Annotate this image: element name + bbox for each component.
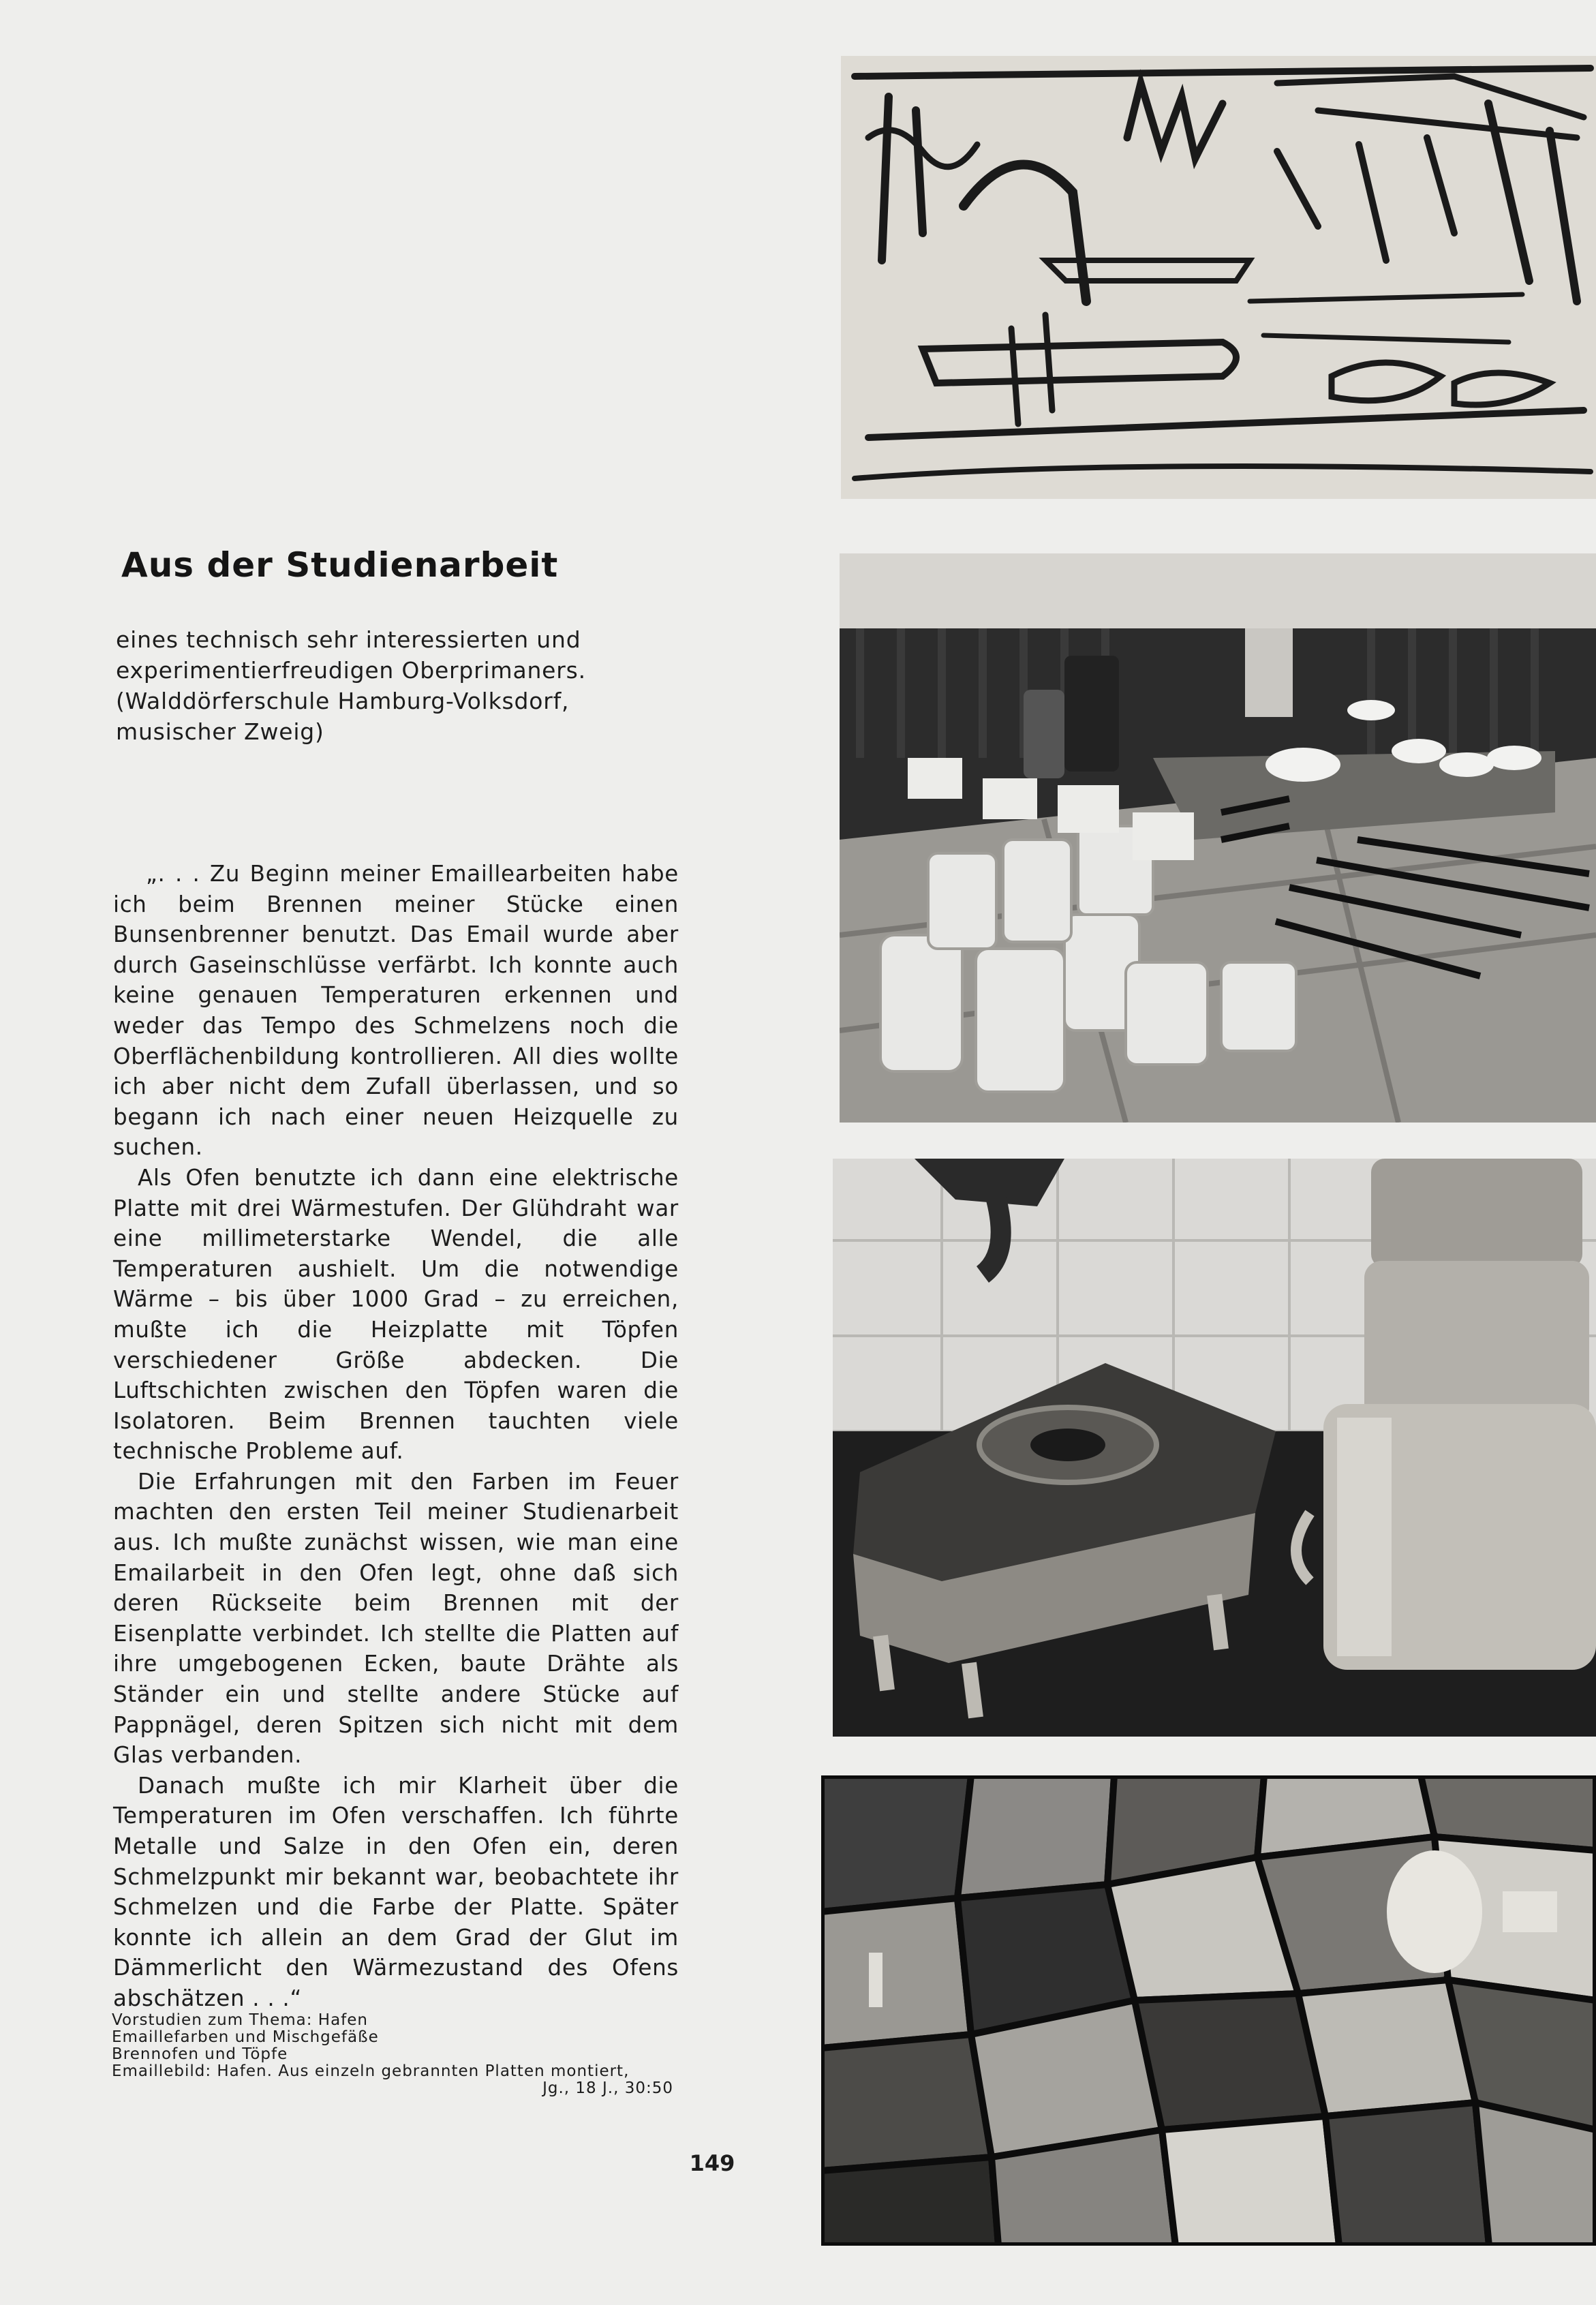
enamel-picture-harbour bbox=[821, 1775, 1596, 2246]
page-number: 149 bbox=[689, 2150, 735, 2176]
article-intro: eines technisch sehr interessierten und experimentierfreudigen Oberprimaners. (Walddörferschule Hamburg-Volksdorf, musischer Zweig) bbox=[116, 626, 586, 745]
kiln-and-pots-photo bbox=[833, 1159, 1596, 1737]
article-body bbox=[113, 859, 679, 2014]
body-paragraph: Danach mußte ich mir Klarheit über die Temperaturen im Ofen verschaffen. Ich führte Metalle und Salze in den Ofen ein, deren Schmelzpunkt mir bekannt war, beobachtete ihr Schmelzen und die Farbe der Platte. Später konnte ich allein an dem Grad der Glut im Dämmerlicht den Wärmezustand des Ofens abschätzen . . .“ bbox=[113, 1772, 679, 2011]
body-paragraph: „. . . Zu Beginn meiner Emaillearbeiten habe ich beim Brennen meiner Stücke einen Bunsenbrenner benutzt. Das Email wurde aber durch Gaseinschlüsse verfärbt. Ich konnte auch keine genauen Temperaturen erkennen und weder das Tempo des Schmelzens noch die Oberflächenbildung kontrollieren. All dies wollte ich aber nicht dem Zufall überlassen, und so begann ich nach einer neuen Heizquelle zu suchen. bbox=[113, 861, 679, 1161]
caption-line: Emaillebild: Hafen. Aus einzeln gebrannten Platten montiert, bbox=[112, 2062, 630, 2080]
body-paragraph: Die Erfahrungen mit den Farben im Feuer machten den ersten Teil meiner Studienarbeit aus. Ich mußte zunächst wissen, wie man eine Emailarbeit in den Ofen legt, ohne daß sich deren Rückseite beim Brennen mit der Eisenplatte verbindet. Ich stellte die Platten auf ihre umgebogenen Ecken, baute Drähte als Ständer ein und stellte andere Stücke auf Pappnägel, deren Spitzen sich nicht mit dem Glas verbanden. bbox=[113, 1468, 679, 1769]
caption-line: Vorstudien zum Thema: Hafen bbox=[112, 2011, 368, 2029]
article-heading: Aus der Studienarbeit bbox=[121, 545, 559, 585]
caption-line: Jg., 18 J., 30:50 bbox=[542, 2079, 673, 2097]
caption-line: Emaillefarben und Mischgefäße bbox=[112, 2028, 379, 2046]
sketch-harbour-image bbox=[841, 56, 1596, 499]
figure-captions bbox=[112, 2012, 673, 2097]
body-paragraph: Als Ofen benutzte ich dann eine elektrische Platte mit drei Wärmestufen. Der Glühdraht war eine millimeterstarke Wendel, die alle Temperaturen aushielt. Um die notwendige Wärme – bis über 1000 Grad – zu erreichen, mußte ich die Heizplatte mit Töpfen verschiedener Größe abdecken. Die Luftschichten zwischen den Töpfen waren die Isolatoren. Beim Brennen tauchten viele technische Probleme auf. bbox=[113, 1164, 679, 1465]
caption-line: Brennofen und Töpfe bbox=[112, 2045, 288, 2063]
enamel-colors-photo bbox=[840, 553, 1596, 1123]
